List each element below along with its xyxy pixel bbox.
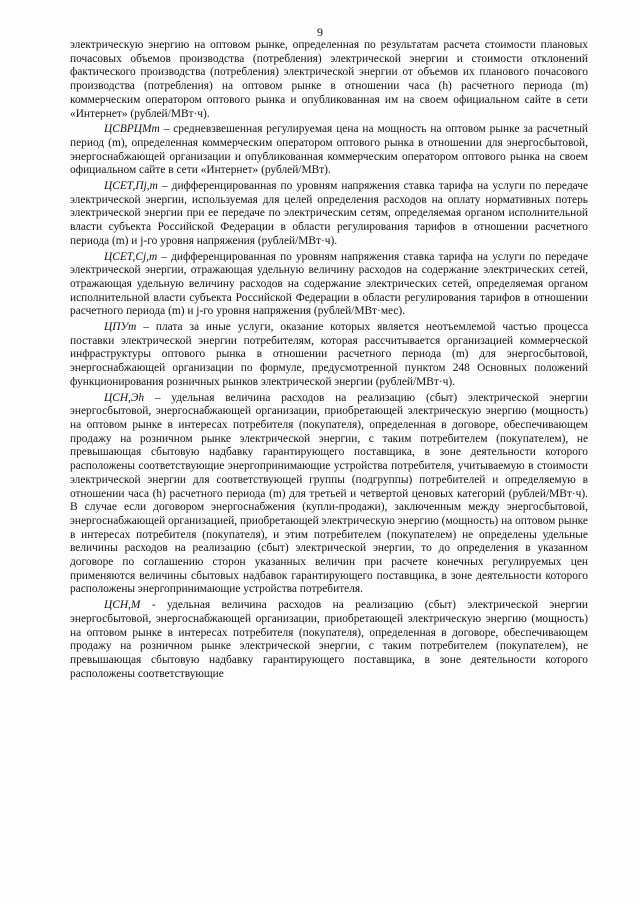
formula-symbol: ЦСВРЦМm	[104, 123, 160, 136]
paragraph-continuation	[70, 39, 588, 121]
definition-paragraph	[70, 321, 588, 390]
paragraph-text: – дифференцированная по уровням напряжения ставка тарифа на услуги по передаче электрической энергии, отражающая удельную величину расходов на содержание электрических сетей, отражающая удельную величину расходов на содержание электрических сетей, определяемая органом исполнительной власти субъекта Российской Федерации в области регулирования тарифов в отношении расчетного периода (m) и j-го уровня напряжения (рублей/МВт·мес).	[70, 250, 588, 318]
document-body	[70, 39, 588, 683]
paragraph-text: – средневзвешенная регулируемая цена на мощность на оптовом рынке за расчетный период (m), определенная коммерческим оператором оптового рынка в отношении для энергосбытовой, энергоснабжающей организации и опубликованная коммерческим оператором оптового рынка на своем официальном сайте в сети «Интернет» (рублей/МВт).	[70, 123, 588, 177]
definition-paragraph	[70, 251, 588, 320]
definition-paragraph	[70, 599, 588, 681]
paragraph-text: электрическую энергию на оптовом рынке, определенная по результатам расчета стоимости плановых почасовых объемов производства (потребления) электрической энергии и стоимости отклонений фактического производства (потребления) электрической энергии от объемов их планового почасового производства (потребления) на оптовом рынке в отношении часа (h) расчетного периода (m) коммерческим оператором оптового рынка и опубликованная им на своем официальном сайте в сети «Интернет» (рублей/МВт·ч).	[70, 39, 588, 120]
formula-symbol: ЦСН,М	[104, 599, 141, 612]
paragraph-text: - удельная величина расходов на реализацию (сбыт) электрической энергии энергосбытовой, энергоснабжающей организации, приобретающей электрическую энергию (мощность) на оптовом рынке в интересах потребителя (покупателя), определенная в договоре, обеспечивающем продажу на розничном рынке электрической энергии, с таким потребителем (покупателем), не превышающая сбытовую надбавку гарантирующего поставщика, в зоне деятельности которого расположены соответствующие	[70, 599, 588, 680]
paragraph-text: – плата за иные услуги, оказание которых является неотъемлемой частью процесса поставки электрической энергии потребителям, которая рассчитывается организацией коммерческой инфраструктуры оптового рынка в отношении расчетного периода (m) для энергосбытовой, энергоснабжающей организации по формуле, предусмотренной пунктом 248 Основных положений функционирования розничных рынков электрической энергии (рублей/МВт·ч).	[70, 321, 588, 388]
paragraph-text: – дифференцированная по уровням напряжения ставка тарифа на услуги по передаче электрической энергии, используемая для целей определения расходов на оплату нормативных потерь электрической энергии при ее передаче по электрическим сетям, определяемая органом исполнительной власти субъекта Российской Федерации в области регулирования тарифов в отношении расчетного периода (m) и j-го уровня напряжения (рублей/МВт·ч).	[70, 180, 588, 247]
definition-paragraph	[70, 123, 588, 178]
formula-symbol: ЦПУm	[104, 321, 137, 334]
paragraph-text: – удельная величина расходов на реализацию (сбыт) электрической энергии энергосбытовой, энергоснабжающей организации, приобретающей электрическую энергию (мощность) на оптовом рынке в интересах потребителя (покупателя), определенная в договоре, обеспечивающем продажу на розничном рынке электрической энергии, с таким потребителем (покупателем), не превышающая сбытовую надбавку гарантирующего поставщика, в зоне деятельности которого расположены соответствующие энергопринимающие устройства потребителя, учитываемую в стоимости электрической энергии для соответствующей группы (подгруппы) потребителей и определяемую в отношении часа (h) расчетного периода (m) для третьей и четвертой ценовых категорий (рублей/МВт·ч). В случае если договором энергоснабжения (купли-продажи), заключенным между энергосбытовой, энергоснабжающей организацией, приобретающей электрическую энергию (мощность) на оптовом рынке в интересах потребителя (покупателя), и этим потребителем (покупателем) не определены удельные величины расходов на реализацию (сбыт) электрической энергии, то до определения в указанном договоре по соглашению сторон указанных величин при расчете конечных регулируемых цен применяются величины сбытовых надбавок гарантирующего поставщика, в зоне деятельности которого расположены энергопринимающие устройства потребителя.	[70, 391, 588, 596]
definition-paragraph	[70, 180, 588, 249]
formula-symbol: ЦСЕТ,Сj,m	[104, 250, 158, 263]
formula-symbol: ЦСЕТ,Пj,m	[104, 180, 158, 193]
definition-paragraph	[70, 392, 588, 598]
formula-symbol: ЦСН,Эh	[104, 391, 145, 404]
page-number: 9	[317, 25, 323, 39]
